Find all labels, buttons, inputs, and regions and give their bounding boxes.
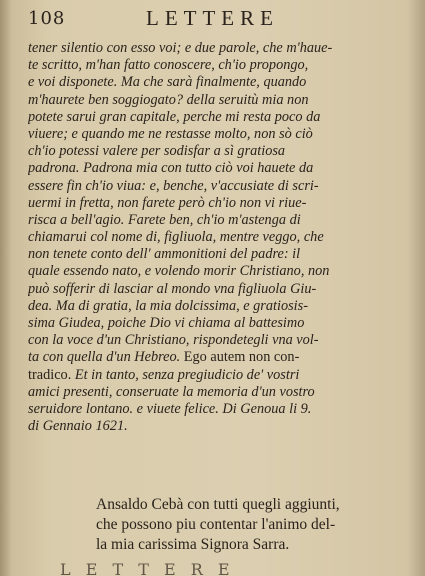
text-line: viuere; e quando me ne restasse molto, non sò ciò bbox=[28, 125, 313, 142]
closing-line: la mia carissima Signora Sarra. bbox=[96, 536, 290, 553]
closing-signature bbox=[96, 495, 406, 555]
text-line: può sofferir di lasciar al mondo vna figliuola Giu- bbox=[28, 280, 317, 297]
text-line: m'haurete ben soggiogato? della seruitù mia non bbox=[28, 91, 309, 108]
latin-phrase-end: tradico. bbox=[28, 366, 72, 383]
text-segment: ta con quella d'un Hebreo. bbox=[28, 349, 181, 366]
text-line-mixed bbox=[28, 367, 406, 384]
text-line: amici presenti, conseruate la memoria d'un vostro bbox=[28, 383, 315, 400]
text-line: padrona. Padrona mia con tutto ciò voi hauete da bbox=[28, 160, 314, 177]
closing-line: che possono piu contentar l'animo del- bbox=[96, 516, 336, 533]
text-line: seruidore lontano. e viuete felice. Di Genoua li 9. bbox=[28, 400, 312, 417]
text-segment: Et in tanto, senza pregiudicio de' vostri bbox=[71, 366, 300, 383]
running-title: LETTERE bbox=[146, 6, 279, 30]
page-header bbox=[28, 6, 388, 34]
text-line: e voi disponete. Ma che sarà finalmente, quando bbox=[28, 74, 307, 91]
text-line: uermi in fretta, non farete però ch'io non vi riue- bbox=[28, 194, 307, 211]
text-line: sima Giudea, poiche Dio vi chiama al battesimo bbox=[28, 315, 305, 331]
binding-shadow bbox=[0, 0, 12, 576]
text-line: te scritto, m'han fatto conoscere, ch'io propongo, bbox=[28, 57, 309, 74]
text-line: di Gennaio 1621. bbox=[28, 418, 128, 435]
text-line: tener silentio con esso voi; e due parole, che m'haue- bbox=[28, 40, 333, 56]
text-line: chiamarui col nome di, figliuola, mentre veggo, che bbox=[28, 229, 324, 246]
text-line: potete sarui gran capitale, perche mi resta poco da bbox=[28, 108, 321, 125]
text-line: risca a bell'agio. Farete ben, ch'io m'astenga di bbox=[28, 211, 301, 228]
text-line: essere fin ch'io viua: e, benche, v'accusiate di scri- bbox=[28, 177, 319, 194]
latin-phrase: Ego autem non con- bbox=[180, 349, 300, 366]
closing-line: Ansaldo Cebà con tutti quegli aggiunti, bbox=[96, 496, 340, 513]
text-line: con la voce d'un Christiano, rispondetegli vna vol- bbox=[28, 332, 319, 349]
text-line: ch'io potessi valere per sodisfar a sì gratiosa bbox=[28, 143, 286, 160]
next-heading-fragment: L E T T E R E bbox=[60, 560, 235, 576]
text-line: dea. Ma di gratia, la mia dolcissima, e gratiosis- bbox=[28, 297, 308, 314]
page-number: 108 bbox=[28, 8, 66, 29]
page-edge-shadow bbox=[407, 0, 425, 576]
text-line-mixed bbox=[28, 349, 406, 366]
text-line: quale essendo nato, e volendo morir Christiano, non bbox=[28, 263, 330, 280]
letter-body bbox=[28, 40, 406, 435]
text-line: non tenete conto dell' ammonitioni del padre: il bbox=[28, 246, 301, 263]
